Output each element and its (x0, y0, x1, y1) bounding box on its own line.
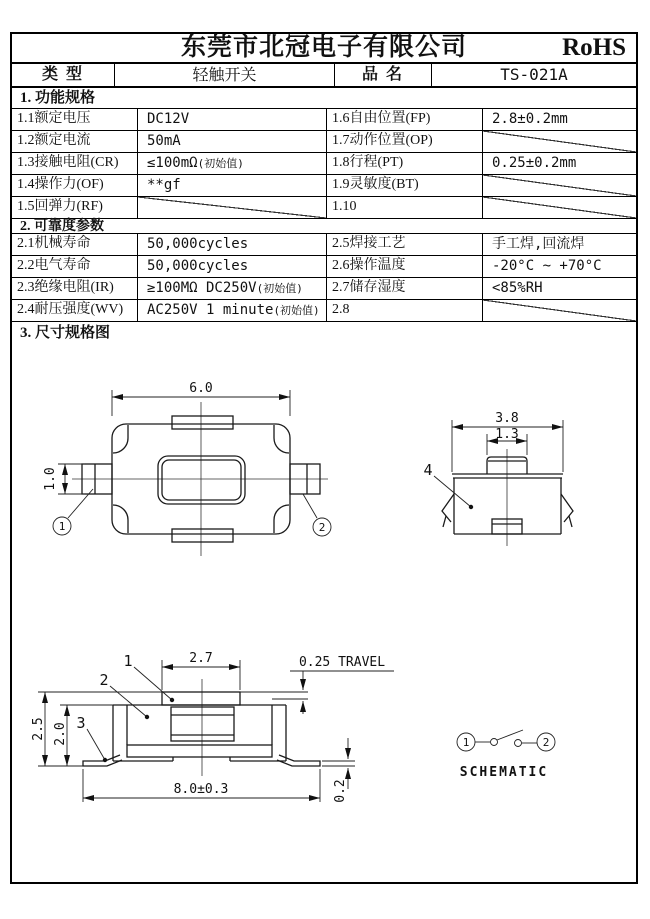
product-value: TS-021A (500, 65, 568, 84)
balloon-terminal-2: 2 (318, 521, 326, 534)
spec-cell: <85%RH (483, 278, 636, 300)
spec-cell-empty (483, 300, 636, 322)
spec-cell: 2.4耐压强度(WV) (12, 300, 138, 322)
spec-cell: 1.9灵敏度(BT) (327, 175, 483, 197)
schematic-pin-1: 1 (462, 736, 470, 749)
label-part-1: 1 (123, 652, 133, 670)
spec-cell: 1.2额定电流 (12, 131, 138, 153)
rohs-mark: RoHS (562, 34, 626, 61)
spec-cell: 1.10 (327, 197, 483, 219)
spec-cell-empty (138, 197, 327, 219)
dim-top-width: 6.0 (189, 381, 213, 396)
functional-spec-table (12, 109, 636, 219)
company-title: 东莞市北冠电子有限公司 (180, 34, 467, 61)
spec-cell: 2.8 (327, 300, 483, 322)
spec-cell: 1.8行程(PT) (327, 153, 483, 175)
dim-button-width: 2.7 (189, 651, 213, 666)
sheet-header (12, 34, 636, 64)
schematic-pin-2: 2 (542, 736, 550, 749)
spec-cell: AC250V 1 minute(初始值) (138, 300, 327, 322)
spec-cell-empty (483, 131, 636, 153)
drawing-top-view (43, 381, 331, 556)
dim-terminal-width: 1.0 (43, 467, 58, 491)
section-functional-title: 1. 功能规格 (12, 88, 636, 109)
spec-cell: 1.5回弹力(RF) (12, 197, 138, 219)
spec-cell: 2.8±0.2mm (483, 109, 636, 131)
spec-cell: ≤100mΩ(初始值) (138, 153, 327, 175)
spec-cell: 1.1额定电压 (12, 109, 138, 131)
spec-cell: 50mA (138, 131, 327, 153)
drawing-front-view (423, 411, 573, 546)
drawing-canvas (12, 346, 638, 883)
dimension-drawings (12, 346, 636, 883)
dim-stem-width: 1.3 (495, 427, 519, 442)
type-product-row (12, 64, 636, 88)
spec-cell: 1.3接触电阻(CR) (12, 153, 138, 175)
spec-cell: ≥100MΩ DC250V(初始值) (138, 278, 327, 300)
dim-travel: 0.25 TRAVEL (298, 655, 386, 670)
label-part-2: 2 (99, 671, 109, 689)
spec-cell: 50,000cycles (138, 234, 327, 256)
label-part-3: 3 (76, 714, 86, 732)
balloon-terminal-1: 1 (58, 520, 66, 533)
drawing-schematic (457, 730, 555, 780)
product-label: 品 名 (335, 64, 432, 86)
dim-front-width: 3.8 (495, 411, 519, 426)
spec-cell-empty (483, 175, 636, 197)
spec-cell: 2.7储存湿度 (327, 278, 483, 300)
spec-cell: 手工焊,回流焊 (483, 234, 636, 256)
spec-cell: 1.4操作力(OF) (12, 175, 138, 197)
section-reliability-title: 2. 可靠度参数 (12, 219, 636, 234)
spec-cell: 2.2电气寿命 (12, 256, 138, 278)
spec-cell: 2.3绝缘电阻(IR) (12, 278, 138, 300)
spec-cell: 2.6操作温度 (327, 256, 483, 278)
section-dimensions-title: 3. 尺寸规格图 (20, 325, 111, 341)
dim-total-length: 8.0±0.3 (173, 782, 229, 797)
spec-cell: DC12V (138, 109, 327, 131)
spec-cell: **gf (138, 175, 327, 197)
spec-cell: 2.5焊接工艺 (327, 234, 483, 256)
spec-cell: 50,000cycles (138, 256, 327, 278)
spec-cell: 1.7动作位置(OP) (327, 131, 483, 153)
spec-cell: 1.6自由位置(FP) (327, 109, 483, 131)
spec-cell: -20°C ~ +70°C (483, 256, 636, 278)
schematic-title: SCHEMATIC (459, 765, 549, 780)
dim-lead-thickness: 0.2 (333, 779, 348, 803)
spec-sheet (10, 32, 638, 884)
dim-body-height: 2.0 (53, 722, 68, 746)
drawing-side-view (31, 651, 394, 803)
type-value: 轻触开关 (115, 64, 335, 86)
spec-cell: 2.1机械寿命 (12, 234, 138, 256)
spec-cell-empty (483, 197, 636, 219)
spec-cell: 0.25±0.2mm (483, 153, 636, 175)
label-part-4: 4 (423, 461, 433, 479)
type-label: 类 型 (12, 64, 115, 86)
reliability-spec-table (12, 234, 636, 322)
dim-total-height: 2.5 (31, 717, 46, 741)
